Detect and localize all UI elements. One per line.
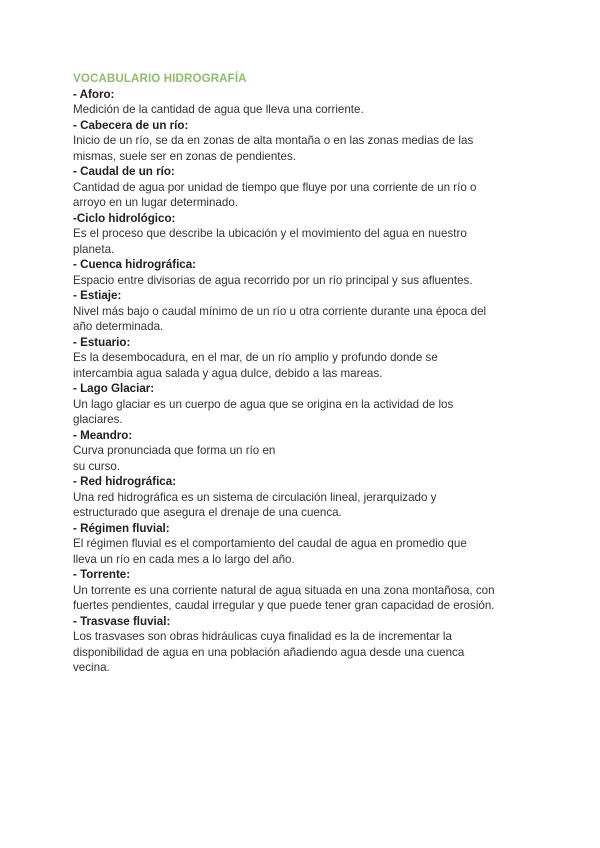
entry-definition: Nivel más bajo o caudal mínimo de un río u otra corriente durante una época del año determinada. [73, 304, 487, 333]
entry-definition: Curva pronunciada que forma un río en su curso. [73, 444, 276, 473]
entry-definition: Espacio entre divisorias de agua recorrido por un río principal y sus afluentes. [73, 273, 473, 287]
document-title: VOCABULARIO HIDROGRAFÍA [73, 72, 247, 85]
entry-definition: Los trasvases son obras hidráulicas cuya finalidad es la de incrementar la disponibilidad de agua en una población añadiendo agua desde una cuenca vecina. [73, 630, 465, 674]
entry-definition: El régimen fluvial es el comportamiento del caudal de agua en promedio que lleva un río en cada mes a lo largo del año. [73, 537, 467, 566]
entry-definition: Cantidad de agua por unidad de tiempo que fluye por una corriente de un río o arroyo en un lugar determinado. [73, 180, 477, 209]
entry-term: - Lago Glaciar: [73, 382, 155, 395]
entry-ciclo-hidrologico [73, 211, 533, 258]
entry-term: - Meandro: [73, 428, 133, 442]
entry-definition: Un torrente es una corriente natural de agua situada en una zona montañosa, con fuertes pendientes, caudal irregular y que puede tener gran capacidad de erosión. [73, 583, 495, 612]
entry-term: - Trasvase fluvial: [73, 614, 171, 628]
entry-term: - Cabecera de un río: [73, 118, 189, 132]
entry-term: - Torrente: [73, 568, 131, 581]
entry-term: - Estiaje: [73, 289, 122, 302]
entry-estiaje [73, 288, 533, 335]
entry-aforo [73, 87, 533, 118]
entry-definition: Un lago glaciar es un cuerpo de agua que se origina en la actividad de los glaciares. [73, 397, 454, 426]
entry-term: - Estuario: [73, 335, 131, 349]
entry-term: -Ciclo hidrológico: [73, 211, 176, 225]
entry-term: - Régimen fluvial: [73, 521, 170, 535]
document-page [73, 71, 533, 676]
entry-meandro [73, 428, 533, 475]
entry-definition: Es el proceso que describe la ubicación y el movimiento del agua en nuestro planeta. [73, 227, 467, 256]
entry-caudal [73, 164, 533, 211]
entry-term: - Red hidrográfica: [73, 475, 177, 488]
entry-term: - Cuenca hidrográfica: [73, 258, 197, 271]
entry-torrente [73, 567, 533, 614]
entry-red-hidrografica [73, 474, 533, 521]
entry-term: - Caudal de un río: [73, 165, 175, 178]
entry-definition: Es la desembocadura, en el mar, de un río amplio y profundo donde se intercambia agua salada y agua dulce, debido a las mareas. [73, 351, 438, 380]
entry-trasvase-fluvial [73, 614, 533, 676]
entry-definition: Medición de la cantidad de agua que lleva una corriente. [73, 103, 364, 116]
entry-cuenca-hidrografica [73, 257, 533, 288]
entry-definition: Una red hidrográfica es un sistema de circulación lineal, jerarquizado y estructurado que asegura el drenaje de una cuenca. [73, 490, 437, 519]
entry-cabecera [73, 118, 533, 165]
entry-term: - Aforo: [73, 87, 115, 101]
entry-estuario [73, 335, 533, 382]
entry-lago-glaciar [73, 381, 533, 428]
entry-definition: Inicio de un río, se da en zonas de alta montaña o en las zonas medias de las mismas, suele ser en zonas de pendientes. [73, 134, 474, 163]
entry-regimen-fluvial [73, 521, 533, 568]
